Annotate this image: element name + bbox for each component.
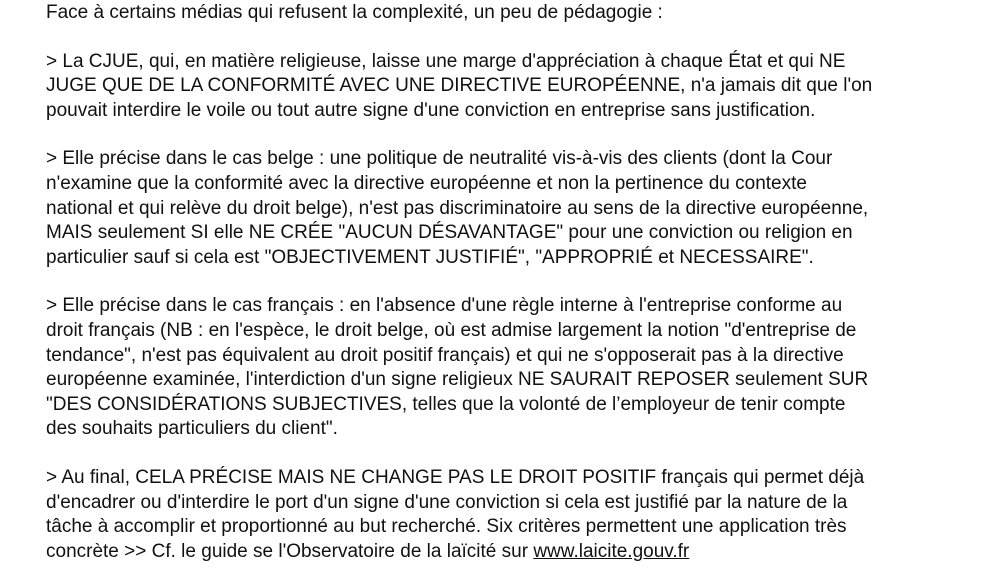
paragraph-line: tâche à accomplir et proportionné au but recherché. Six critères permettent une application très [46, 516, 847, 538]
paragraph-line: > La CJUE, qui, en matière religieuse, laisse une marge d'appréciation à chaque État et qui NE [46, 50, 846, 72]
paragraph-line: européenne examinée, l'interdiction d'un signe religieux NE SAURAIT REPOSER seulement SUR [46, 369, 869, 391]
paragraph-cjue [46, 50, 1004, 124]
paragraph-line: tendance", n'est pas équivalent au droit positif français) et qui ne s'opposerait pas à la directive [46, 344, 844, 366]
intro-line: Face à certains médias qui refusent la complexité, un peu de pédagogie : [46, 2, 663, 23]
last-line-text: concrète >> Cf. le guide se l'Observatoire de la laïcité sur [46, 540, 534, 562]
paragraph-french-case [46, 294, 1004, 442]
paragraph-line: MAIS seulement SI elle NE CRÉE "AUCUN DÉSAVANTAGE" pour une conviction ou religion en [46, 222, 853, 244]
paragraph-conclusion [46, 466, 1004, 564]
paragraph-line: JUGE QUE DE LA CONFORMITÉ AVEC UNE DIRECTIVE EUROPÉENNE, n'a jamais dit que l'on [46, 75, 873, 97]
laicite-link[interactable]: www.laicite.gouv.fr [533, 540, 690, 562]
paragraph-line: > Elle précise dans le cas français : en l'absence d'une règle interne à l'entreprise conforme au [46, 295, 843, 317]
paragraph-line: des souhaits particuliers du client". [46, 418, 338, 440]
paragraph-line: > Elle précise dans le cas belge : une politique de neutralité vis-à-vis des clients (dont la Cour [46, 148, 833, 170]
paragraph-line: particulier sauf si cela est "OBJECTIVEMENT JUSTIFIÉ", "APPROPRIÉ et NECESSAIRE". [46, 246, 814, 268]
paragraph-line: pouvait interdire le voile ou tout autre signe d'une conviction en entreprise sans justification. [46, 99, 816, 121]
paragraph-line: droit français (NB : en l'espèce, le droit belge, où est admise largement la notion "d'entreprise de [46, 319, 857, 341]
paragraph-line: national et qui relève du droit belge), n'est pas discriminatoire au sens de la directive européenne, [46, 197, 869, 219]
paragraph-line: "DES CONSIDÉRATIONS SUBJECTIVES, telles que la volonté de l’employeur de tenir compte [46, 393, 846, 415]
paragraph-line: d'encadrer ou d'interdire le port d'un signe d'une conviction si cela est justifié par la nature de la [46, 491, 848, 513]
paragraph-line: > Au final, CELA PRÉCISE MAIS NE CHANGE PAS LE DROIT POSITIF français qui permet déjà [46, 466, 865, 488]
paragraph-last-line [46, 540, 1004, 565]
paragraph-line: n'examine que la conformité avec la directive européenne et non la pertinence du contexte [46, 172, 807, 194]
paragraph-belgian-case [46, 147, 1004, 270]
